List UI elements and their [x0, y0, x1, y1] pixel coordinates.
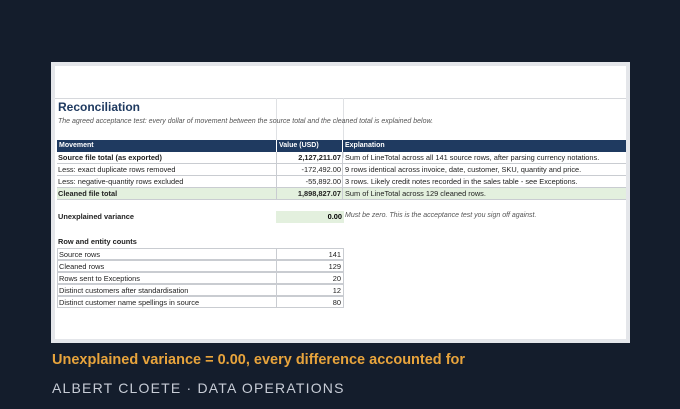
- column-header-movement: Movement: [57, 140, 276, 152]
- variance-value-cell[interactable]: 0.00: [276, 211, 344, 223]
- value-cell[interactable]: 2,127,211.07: [276, 152, 343, 164]
- movement-cell[interactable]: Cleaned file total: [57, 188, 276, 200]
- count-label-cell[interactable]: Rows sent to Exceptions: [57, 272, 277, 284]
- counts-heading: Row and entity counts: [58, 237, 137, 246]
- variance-note: Must be zero. This is the acceptance test you sign off against.: [345, 212, 537, 219]
- count-value-cell[interactable]: 80: [276, 296, 344, 308]
- movement-cell[interactable]: Less: exact duplicate rows removed: [57, 164, 276, 176]
- explanation-cell[interactable]: 9 rows identical across invoice, date, customer, SKU, quantity and price.: [343, 164, 626, 176]
- count-label-cell[interactable]: Distinct customer name spellings in source: [57, 296, 277, 308]
- value-cell[interactable]: -172,492.00: [276, 164, 343, 176]
- value-cell[interactable]: -55,892.00: [276, 176, 343, 188]
- gridline: [55, 98, 626, 99]
- explanation-cell[interactable]: Sum of LineTotal across 129 cleaned rows.: [343, 188, 626, 200]
- spreadsheet-screenshot: [51, 62, 630, 343]
- explanation-cell[interactable]: Sum of LineTotal across all 141 source rows, after parsing currency notations.: [343, 152, 626, 164]
- sheet-subtitle: The agreed acceptance test: every dollar of movement between the source total and the cleaned total is explained below.: [58, 118, 434, 125]
- count-label-cell[interactable]: Distinct customers after standardisation: [57, 284, 277, 296]
- variance-label: Unexplained variance: [58, 212, 134, 221]
- count-value-cell[interactable]: 129: [276, 260, 344, 272]
- count-value-cell[interactable]: 20: [276, 272, 344, 284]
- caption-headline: Unexplained variance = 0.00, every difference accounted for: [52, 352, 466, 368]
- sheet-title: Reconciliation: [58, 100, 141, 114]
- count-value-cell[interactable]: 12: [276, 284, 344, 296]
- count-label-cell[interactable]: Source rows: [57, 248, 277, 260]
- movement-cell[interactable]: Less: negative-quantity rows excluded: [57, 176, 276, 188]
- count-label-cell[interactable]: Cleaned rows: [57, 260, 277, 272]
- column-header-value: Value (USD): [276, 140, 343, 152]
- column-header-explanation: Explanation: [343, 140, 626, 152]
- value-cell[interactable]: 1,898,827.07: [276, 188, 343, 200]
- spreadsheet-sheet: [55, 66, 626, 339]
- explanation-cell[interactable]: 3 rows. Likely credit notes recorded in the sales table - see Exceptions.: [343, 176, 626, 188]
- caption-byline: ALBERT CLOETE · DATA OPERATIONS: [52, 380, 345, 396]
- count-value-cell[interactable]: 141: [276, 248, 344, 260]
- movement-cell[interactable]: Source file total (as exported): [57, 152, 276, 164]
